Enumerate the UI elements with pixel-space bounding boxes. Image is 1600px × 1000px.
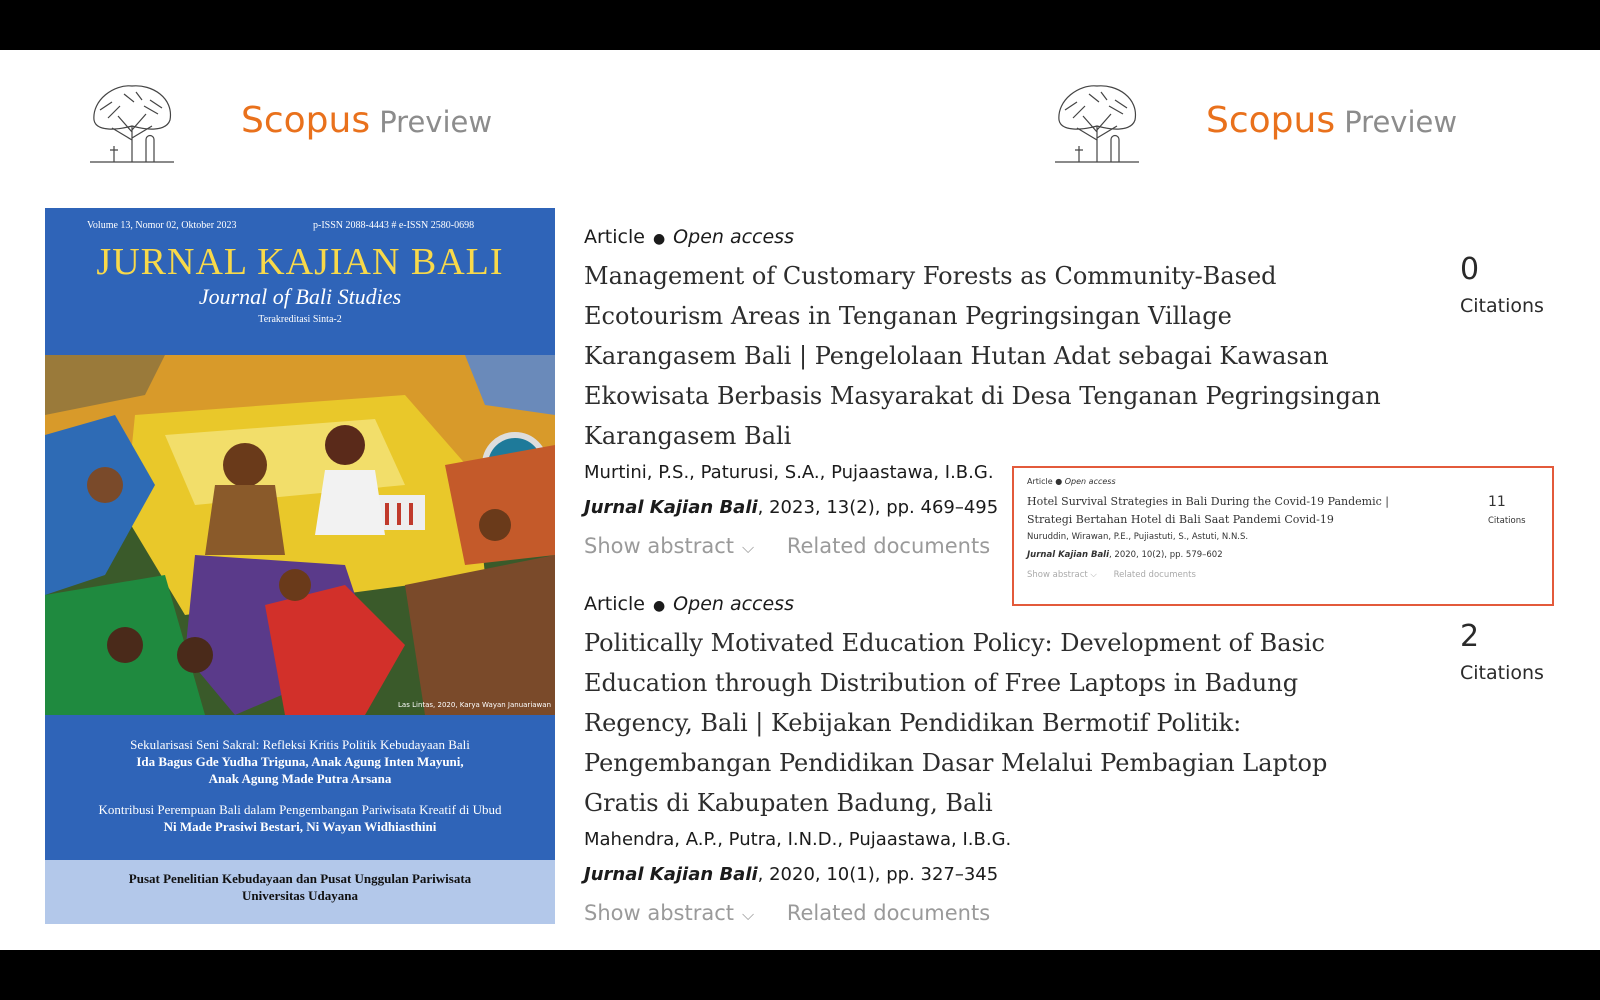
scopus-preview-wordmark xyxy=(1206,100,1457,141)
show-abstract-button[interactable] xyxy=(584,534,754,558)
inset-citations-label: Citations xyxy=(1488,516,1526,526)
cover-painting xyxy=(45,355,555,715)
article-authors[interactable]: Mahendra, A.P., Putra, I.N.D., Pujaastawa, I.B.G. xyxy=(584,829,1012,850)
cover-painting-credit: Las Lintas, 2020, Karya Wayan Januariawan xyxy=(398,701,551,709)
cover-title: JURNAL KAJIAN BALI xyxy=(96,241,504,283)
journal-name-link[interactable]: Jurnal Kajian Bali xyxy=(584,497,758,518)
source-details: , 2023, 13(2), pp. 469–495 xyxy=(757,497,999,518)
inset-title-line: Hotel Survival Strategies in Bali During the Covid-19 Pandemic | xyxy=(1027,495,1389,508)
citations-count[interactable] xyxy=(1460,252,1544,317)
cover-university: Universitas Udayana xyxy=(242,888,358,903)
citations-label: Citations xyxy=(1460,662,1544,684)
show-abstract-label: Show abstract xyxy=(584,901,734,925)
related-documents-link[interactable]: Related documents xyxy=(786,901,991,925)
toc-item-title: Sekularisasi Seni Sakral: Refleksi Kritis Politik Kebudayaan Bali xyxy=(130,737,470,752)
inset-meta: Article ● Open access xyxy=(1027,477,1116,486)
article-type: Article xyxy=(584,593,645,615)
inset-related-documents: Related documents xyxy=(1113,570,1196,580)
preview-label: Preview xyxy=(1344,105,1458,139)
toc-item-authors: Anak Agung Made Putra Arsana xyxy=(208,771,392,786)
article-title-link[interactable]: Management of Customary Forests as Community-Based Ecotourism Areas in Tenganan Pegringsingan Village Karangasem Bali | Pengelolaan Hutan Adat sebagai Kawasan Ekowisata Berbasis Masyarakat di Desa Tenganan Pegringsingan Karangasem Bali xyxy=(584,262,1381,450)
cover-subtitle: Journal of Bali Studies xyxy=(198,284,402,309)
citations-label: Citations xyxy=(1460,295,1544,317)
toc-item-authors: Ni Made Prasiwi Bestari, Ni Wayan Widhiasthini xyxy=(163,819,437,834)
scopus-wordmark: Scopus xyxy=(1206,100,1336,141)
cover-volume: Volume 13, Nomor 02, Oktober 2023 xyxy=(87,220,237,231)
preview-label: Preview xyxy=(379,105,493,139)
citations-number: 0 xyxy=(1460,252,1480,287)
inset-authors: Nuruddin, Wirawan, P.E., Pujiastuti, S., Astuti, N.N.S. xyxy=(1027,532,1249,542)
toc-item-authors: Ida Bagus Gde Yudha Triguna, Anak Agung Inten Mayuni, xyxy=(136,754,464,769)
inset-actions xyxy=(1027,570,1196,580)
inset-open-access: Open access xyxy=(1064,477,1116,486)
journal-name-link[interactable]: Jurnal Kajian Bali xyxy=(584,864,758,885)
chevron-down-icon: ⌵ xyxy=(742,538,755,557)
inset-citations-number: 11 xyxy=(1488,494,1506,510)
highlighted-article-inset xyxy=(1012,466,1554,606)
article-meta xyxy=(584,226,1584,248)
article-source xyxy=(584,864,1584,885)
article-title-link[interactable]: Politically Motivated Education Policy: Development of Basic Education through Distribution of Free Laptops in Badung Regency, Bali | Kebijakan Pendidikan Bermotif Politik: Pengembangan Pendidikan Dasar Melalui Pembagian Laptop Gratis di Kabupaten Badung, Bali xyxy=(584,629,1328,817)
open-access-label: Open access xyxy=(673,593,794,615)
inset-show-abstract: Show abstract xyxy=(1027,570,1088,580)
citations-count[interactable] xyxy=(1460,619,1544,684)
cover-table-of-contents xyxy=(45,736,555,835)
chevron-down-icon: ⌵ xyxy=(1090,570,1097,580)
elsevier-tree-icon xyxy=(84,80,180,164)
citations-number: 2 xyxy=(1460,619,1480,654)
show-abstract-button[interactable] xyxy=(584,901,754,925)
toc-item-title: Kontribusi Perempuan Bali dalam Pengembangan Pariwisata Kreatif di Ubud xyxy=(98,802,502,817)
cover-accreditation: Terakreditasi Sinta-2 xyxy=(258,314,342,325)
chevron-down-icon: ⌵ xyxy=(742,905,755,924)
article-actions xyxy=(584,901,1584,925)
cover-footer xyxy=(45,860,555,924)
cover-publisher: Pusat Penelitian Kebudayaan dan Pusat Unggulan Pariwisata xyxy=(128,871,472,886)
inset-title-line: Strategi Bertahan Hotel di Bali Saat Pandemi Covid-19 xyxy=(1027,513,1334,526)
related-documents-link[interactable]: Related documents xyxy=(786,534,991,558)
inset-source-details: , 2020, 10(2), pp. 579–602 xyxy=(1109,550,1223,560)
article-type: Article xyxy=(584,226,645,248)
cover-issn: p-ISSN 2088-4443 # e-ISSN 2580-0698 xyxy=(313,220,475,231)
article-authors[interactable]: Murtini, P.S., Paturusi, S.A., Pujaastawa, I.B.G. xyxy=(584,462,994,483)
inset-source xyxy=(1027,550,1223,560)
inset-article-type: Article xyxy=(1027,477,1053,486)
separator-dot: ● xyxy=(652,231,666,247)
inset-article-title[interactable] xyxy=(1027,493,1407,529)
elsevier-tree-icon xyxy=(1049,80,1145,164)
inset-journal-name: Jurnal Kajian Bali xyxy=(1027,550,1110,560)
separator-dot: ● xyxy=(652,598,666,614)
scopus-preview-wordmark xyxy=(241,100,492,141)
journal-cover xyxy=(45,208,555,924)
article-result xyxy=(584,593,1584,925)
scopus-wordmark: Scopus xyxy=(241,100,371,141)
source-details: , 2020, 10(1), pp. 327–345 xyxy=(757,864,999,885)
show-abstract-label: Show abstract xyxy=(584,534,734,558)
open-access-label: Open access xyxy=(673,226,794,248)
slide-canvas xyxy=(0,50,1600,950)
